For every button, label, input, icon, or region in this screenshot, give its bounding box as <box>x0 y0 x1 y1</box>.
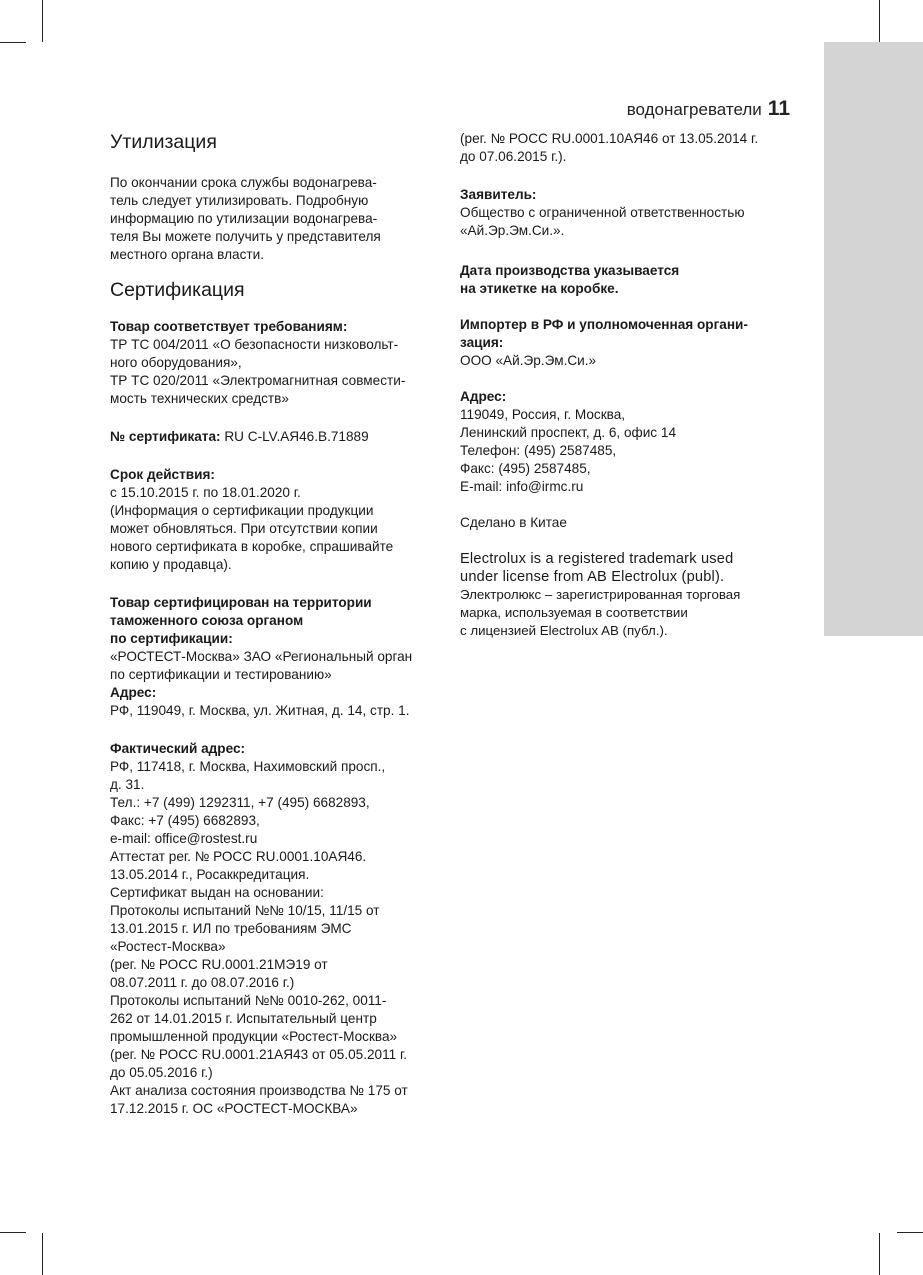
text-line: по сертификации и тестированию» <box>110 667 332 682</box>
section-title: водонагреватели <box>626 100 762 119</box>
requirements-title: Товар соответствует требованиям: <box>110 319 348 334</box>
text-line: E-mail: info@irmc.ru <box>460 479 584 494</box>
address-title: Адрес: <box>110 685 157 700</box>
left-column <box>110 130 445 1118</box>
text-line: 13.05.2014 г., Росаккредитация. <box>110 867 310 882</box>
text-line: нового сертификата в коробке, спрашивайте <box>110 539 394 554</box>
importer-name: ООО «Ай.Эр.Эм.Си.» <box>460 353 597 368</box>
text-line: промышленной продукции «Ростест-Москва» <box>110 1029 398 1044</box>
page-header <box>627 97 790 121</box>
trademark-en-line: Electrolux is a registered trademark used <box>460 551 734 567</box>
text-line: e-mail: office@rostest.ru <box>110 831 258 846</box>
crop-mark <box>0 1232 26 1233</box>
address-title: Адрес: <box>460 389 507 404</box>
text-line: Факс: +7 (495) 6682893, <box>110 813 260 828</box>
production-date-text: на этикетке на коробке. <box>460 281 619 296</box>
text-line: Протоколы испытаний №№ 10/15, 11/15 от <box>110 903 380 918</box>
text-line: Тел.: +7 (499) 1292311, +7 (495) 6682893, <box>110 795 370 810</box>
text-line: 17.12.2015 г. ОС «РОСТЕСТ-МОСКВА» <box>110 1101 358 1116</box>
text-line: местного органа власти. <box>110 247 264 262</box>
applicant-block <box>460 186 800 240</box>
text-line: (рег. № РОСС RU.0001.21МЭ19 от <box>110 957 328 972</box>
text-line: «Ростест-Москва» <box>110 939 226 954</box>
cert-body-title: по сертификации: <box>110 631 233 646</box>
text-line: до 07.06.2015 г.). <box>460 149 567 164</box>
text-line: По окончании срока службы водонагрева- <box>110 175 377 190</box>
text-line: 08.07.2011 г. до 08.07.2016 г.) <box>110 975 295 990</box>
continued-block <box>460 130 800 166</box>
text-line: (рег. № РОСС RU.0001.10АЯ46 от 13.05.2014 г. <box>460 131 759 146</box>
certificate-value: RU C-LV.АЯ46.В.71889 <box>220 429 369 444</box>
text-line: теля Вы можете получить у представителя <box>110 229 381 244</box>
text-line: информацию по утилизации водонагрева- <box>110 211 378 226</box>
cert-body-title: таможенного союза органом <box>110 613 304 628</box>
text-line: Протоколы испытаний №№ 0010-262, 0011- <box>110 993 387 1008</box>
text-line: «Ай.Эр.Эм.Си.». <box>460 223 565 238</box>
text-line: 13.01.2015 г. ИЛ по требованиям ЭМС <box>110 921 352 936</box>
text-line: «РОСТЕСТ-Москва» ЗАО «Региональный орган <box>110 649 413 664</box>
production-date-block <box>460 262 800 298</box>
trademark-block <box>460 550 800 640</box>
text-line: РФ, 117418, г. Москва, Нахимовский просп., <box>110 759 386 774</box>
importer-block <box>460 316 800 370</box>
actual-address-block <box>110 740 445 1118</box>
side-tab <box>824 42 923 636</box>
text-line: Ленинский проспект, д. 6, офис 14 <box>460 425 676 440</box>
requirements-block <box>110 318 445 408</box>
crop-mark <box>897 1232 923 1233</box>
importer-address-block <box>460 388 800 496</box>
text-line: до 05.05.2016 г.) <box>110 1065 213 1080</box>
text-line: мость технических средств» <box>110 391 289 406</box>
made-in-text: Сделано в Китае <box>460 515 567 530</box>
importer-title: зация: <box>460 335 504 350</box>
text-line: 119049, Россия, г. Москва, <box>460 407 626 422</box>
validity-block <box>110 466 445 574</box>
right-column <box>460 130 800 640</box>
text-line: (рег. № РОСС RU.0001.21АЯ43 от 05.05.2011 г. <box>110 1047 408 1062</box>
text-line: Телефон: (495) 2587485, <box>460 443 617 458</box>
certification-heading: Сертификация <box>110 279 245 301</box>
applicant-title: Заявитель: <box>460 187 537 202</box>
text-line: 262 от 14.01.2015 г. Испытательный центр <box>110 1011 377 1026</box>
text-line: Сертификат выдан на основании: <box>110 885 324 900</box>
text-line: ТР ТС 020/2011 «Электромагнитная совмести- <box>110 373 406 388</box>
text-line: (Информация о сертификации продукции <box>110 503 374 518</box>
trademark-ru-line: с лицензией Electrolux AB (публ.). <box>460 623 668 638</box>
certificate-label: № сертификата: <box>110 429 221 444</box>
text-line: ного оборудования», <box>110 355 242 370</box>
text-line: может обновляться. При отсутствии копии <box>110 521 378 536</box>
text-line: Аттестат рег. № РОСС RU.0001.10АЯ46. <box>110 849 367 864</box>
text-line: Общество с ограниченной ответственностью <box>460 205 745 220</box>
crop-mark <box>879 1233 880 1275</box>
text-line: РФ, 119049, г. Москва, ул. Житная, д. 14, стр. 1. <box>110 703 410 718</box>
crop-mark <box>879 0 880 42</box>
text-line: тель следует утилизировать. Подробную <box>110 193 369 208</box>
text-line: копию у продавца). <box>110 557 232 572</box>
trademark-ru-line: Электролюкс – зарегистрированная торговая <box>460 587 741 602</box>
trademark-ru-line: марка, используемая в соответствии <box>460 605 688 620</box>
importer-title: Импортер в РФ и уполномоченная органи- <box>460 317 748 332</box>
utilization-heading: Утилизация <box>110 131 217 153</box>
text-line: Факс: (495) 2587485, <box>460 461 591 476</box>
page-number: 11 <box>767 97 790 120</box>
cert-body-block <box>110 594 445 720</box>
text-line: ТР ТС 004/2011 «О безопасности низковольт- <box>110 337 399 352</box>
text-line: Акт анализа состояния производства № 175 от <box>110 1083 408 1098</box>
text-line: с 15.10.2015 г. по 18.01.2020 г. <box>110 485 301 500</box>
actual-address-title: Фактический адрес: <box>110 741 246 756</box>
crop-mark <box>0 42 26 43</box>
crop-mark <box>42 0 43 42</box>
text-line: д. 31. <box>110 777 145 792</box>
certificate-number <box>110 428 445 446</box>
utilization-text <box>110 174 445 264</box>
production-date-text: Дата производства указывается <box>460 263 680 278</box>
crop-mark <box>42 1233 43 1275</box>
trademark-en-line: under license from AB Electrolux (publ). <box>460 569 725 585</box>
cert-body-title: Товар сертифицирован на территории <box>110 595 372 610</box>
validity-title: Срок действия: <box>110 467 215 482</box>
